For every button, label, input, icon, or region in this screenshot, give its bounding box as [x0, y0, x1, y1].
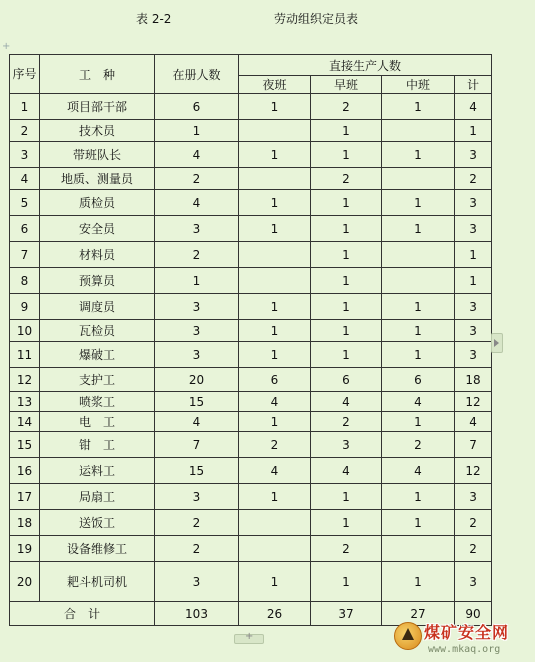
row-type: 耙斗机司机 [40, 562, 155, 602]
row-type: 带班队长 [40, 142, 155, 168]
table-row [10, 294, 492, 320]
table-title: 劳动组织定员表 [274, 12, 359, 26]
row-type: 安全员 [40, 216, 155, 242]
row-morning: 3 [311, 432, 382, 458]
row-registered: 3 [155, 216, 239, 242]
row-registered: 4 [155, 412, 239, 432]
row-registered: 2 [155, 510, 239, 536]
row-subtotal: 1 [455, 120, 492, 142]
row-night: 1 [239, 294, 311, 320]
row-type: 技术员 [40, 120, 155, 142]
row-morning: 6 [311, 368, 382, 392]
table-row [10, 510, 492, 536]
row-seq: 11 [10, 342, 40, 368]
row-registered: 3 [155, 294, 239, 320]
row-registered: 4 [155, 142, 239, 168]
row-seq: 5 [10, 190, 40, 216]
row-morning: 1 [311, 216, 382, 242]
row-type: 材料员 [40, 242, 155, 268]
table-caption [0, 10, 535, 26]
row-night: 1 [239, 142, 311, 168]
row-seq: 7 [10, 242, 40, 268]
row-middle: 1 [382, 142, 455, 168]
header-morning: 早班 [311, 76, 382, 94]
header-middle: 中班 [382, 76, 455, 94]
row-middle: 2 [382, 432, 455, 458]
row-subtotal: 18 [455, 368, 492, 392]
table-row [10, 484, 492, 510]
table-move-handle-icon[interactable]: + [2, 41, 11, 52]
row-type: 爆破工 [40, 342, 155, 368]
row-subtotal: 3 [455, 320, 492, 342]
row-registered: 3 [155, 320, 239, 342]
table-row [10, 94, 492, 120]
row-night: 6 [239, 368, 311, 392]
row-subtotal: 3 [455, 562, 492, 602]
row-type: 送饭工 [40, 510, 155, 536]
row-registered: 4 [155, 190, 239, 216]
row-registered: 1 [155, 268, 239, 294]
row-subtotal: 3 [455, 342, 492, 368]
row-seq: 20 [10, 562, 40, 602]
row-registered: 3 [155, 342, 239, 368]
row-seq: 19 [10, 536, 40, 562]
row-night: 1 [239, 562, 311, 602]
row-type: 喷浆工 [40, 392, 155, 412]
row-night: 2 [239, 432, 311, 458]
table-row [10, 458, 492, 484]
header-direct: 直接生产人数 [239, 55, 492, 76]
row-subtotal: 4 [455, 94, 492, 120]
row-type: 钳 工 [40, 432, 155, 458]
row-morning: 1 [311, 190, 382, 216]
row-morning: 2 [311, 168, 382, 190]
row-subtotal: 2 [455, 536, 492, 562]
row-registered: 15 [155, 392, 239, 412]
row-night: 1 [239, 94, 311, 120]
row-type: 预算员 [40, 268, 155, 294]
row-registered: 6 [155, 94, 239, 120]
mine-logo-icon [394, 622, 422, 650]
row-type: 运料工 [40, 458, 155, 484]
row-middle: 1 [382, 190, 455, 216]
watermark-url: www.mkaq.org [428, 644, 501, 655]
row-morning: 2 [311, 412, 382, 432]
row-seq: 1 [10, 94, 40, 120]
table-row [10, 120, 492, 142]
total-subtotal: 90 [455, 602, 492, 626]
row-middle: 1 [382, 294, 455, 320]
row-type: 项目部干部 [40, 94, 155, 120]
row-type: 地质、测量员 [40, 168, 155, 190]
row-middle [382, 120, 455, 142]
row-registered: 2 [155, 242, 239, 268]
row-morning: 1 [311, 342, 382, 368]
row-seq: 12 [10, 368, 40, 392]
row-middle: 6 [382, 368, 455, 392]
row-subtotal: 4 [455, 412, 492, 432]
row-seq: 6 [10, 216, 40, 242]
table-row [10, 392, 492, 412]
row-type: 设备维修工 [40, 536, 155, 562]
row-seq: 4 [10, 168, 40, 190]
row-subtotal: 3 [455, 190, 492, 216]
row-seq: 3 [10, 142, 40, 168]
total-morning: 37 [311, 602, 382, 626]
row-middle: 1 [382, 412, 455, 432]
row-middle: 4 [382, 458, 455, 484]
row-subtotal: 12 [455, 392, 492, 412]
table-row [10, 168, 492, 190]
table-row [10, 216, 492, 242]
row-type: 调度员 [40, 294, 155, 320]
add-row-handle[interactable] [234, 634, 264, 644]
row-subtotal: 3 [455, 216, 492, 242]
row-seq: 14 [10, 412, 40, 432]
table-number: 表 2-2 [136, 12, 172, 26]
row-registered: 15 [155, 458, 239, 484]
row-type: 局扇工 [40, 484, 155, 510]
row-seq: 9 [10, 294, 40, 320]
row-middle: 1 [382, 510, 455, 536]
staffing-table [9, 54, 492, 626]
row-night: 4 [239, 392, 311, 412]
row-night: 1 [239, 484, 311, 510]
row-night: 1 [239, 320, 311, 342]
table-row [10, 412, 492, 432]
row-registered: 1 [155, 120, 239, 142]
header-seq: 序号 [10, 55, 40, 94]
row-subtotal: 2 [455, 510, 492, 536]
row-morning: 1 [311, 294, 382, 320]
table-row [10, 432, 492, 458]
total-registered: 103 [155, 602, 239, 626]
row-middle: 4 [382, 392, 455, 412]
table-row [10, 320, 492, 342]
table-row [10, 536, 492, 562]
row-morning: 1 [311, 484, 382, 510]
row-registered: 3 [155, 562, 239, 602]
row-registered: 2 [155, 168, 239, 190]
row-morning: 1 [311, 142, 382, 168]
row-type: 瓦检员 [40, 320, 155, 342]
row-morning: 1 [311, 242, 382, 268]
row-type: 支护工 [40, 368, 155, 392]
table-row [10, 368, 492, 392]
row-subtotal: 3 [455, 294, 492, 320]
row-middle: 1 [382, 562, 455, 602]
table-row [10, 342, 492, 368]
row-middle: 1 [382, 216, 455, 242]
row-middle [382, 242, 455, 268]
row-morning: 2 [311, 536, 382, 562]
row-night: 1 [239, 342, 311, 368]
watermark-text: 煤矿安全网 [424, 623, 510, 642]
row-night [239, 536, 311, 562]
row-seq: 10 [10, 320, 40, 342]
table-row [10, 242, 492, 268]
row-middle: 1 [382, 94, 455, 120]
row-middle [382, 168, 455, 190]
row-night: 1 [239, 190, 311, 216]
row-registered: 2 [155, 536, 239, 562]
site-watermark [390, 618, 535, 662]
table-row [10, 268, 492, 294]
row-registered: 20 [155, 368, 239, 392]
row-subtotal: 3 [455, 484, 492, 510]
row-seq: 2 [10, 120, 40, 142]
row-night: 1 [239, 216, 311, 242]
row-seq: 18 [10, 510, 40, 536]
table-row [10, 142, 492, 168]
row-type: 质检员 [40, 190, 155, 216]
total-label: 合 计 [10, 602, 155, 626]
row-night [239, 242, 311, 268]
row-subtotal: 12 [455, 458, 492, 484]
row-night: 4 [239, 458, 311, 484]
row-seq: 15 [10, 432, 40, 458]
row-morning: 1 [311, 562, 382, 602]
row-morning: 1 [311, 320, 382, 342]
row-seq: 16 [10, 458, 40, 484]
total-middle: 27 [382, 602, 455, 626]
row-seq: 8 [10, 268, 40, 294]
row-middle: 1 [382, 342, 455, 368]
table-row [10, 190, 492, 216]
row-seq: 17 [10, 484, 40, 510]
row-middle [382, 536, 455, 562]
header-subtotal: 计 [455, 76, 492, 94]
row-night [239, 168, 311, 190]
row-morning: 1 [311, 510, 382, 536]
total-night: 26 [239, 602, 311, 626]
header-type: 工 种 [40, 55, 155, 94]
row-seq: 13 [10, 392, 40, 412]
row-registered: 3 [155, 484, 239, 510]
row-subtotal: 1 [455, 242, 492, 268]
column-resize-handle[interactable] [491, 333, 503, 353]
row-morning: 4 [311, 392, 382, 412]
row-middle [382, 268, 455, 294]
row-morning: 4 [311, 458, 382, 484]
row-morning: 2 [311, 94, 382, 120]
header-registered: 在册人数 [155, 55, 239, 94]
row-night [239, 120, 311, 142]
row-subtotal: 2 [455, 168, 492, 190]
row-subtotal: 1 [455, 268, 492, 294]
row-night [239, 510, 311, 536]
row-type: 电 工 [40, 412, 155, 432]
row-subtotal: 3 [455, 142, 492, 168]
header-night: 夜班 [239, 76, 311, 94]
row-morning: 1 [311, 120, 382, 142]
row-night [239, 268, 311, 294]
table-row [10, 562, 492, 602]
row-subtotal: 7 [455, 432, 492, 458]
row-morning: 1 [311, 268, 382, 294]
row-registered: 7 [155, 432, 239, 458]
row-middle: 1 [382, 320, 455, 342]
row-middle: 1 [382, 484, 455, 510]
row-night: 1 [239, 412, 311, 432]
